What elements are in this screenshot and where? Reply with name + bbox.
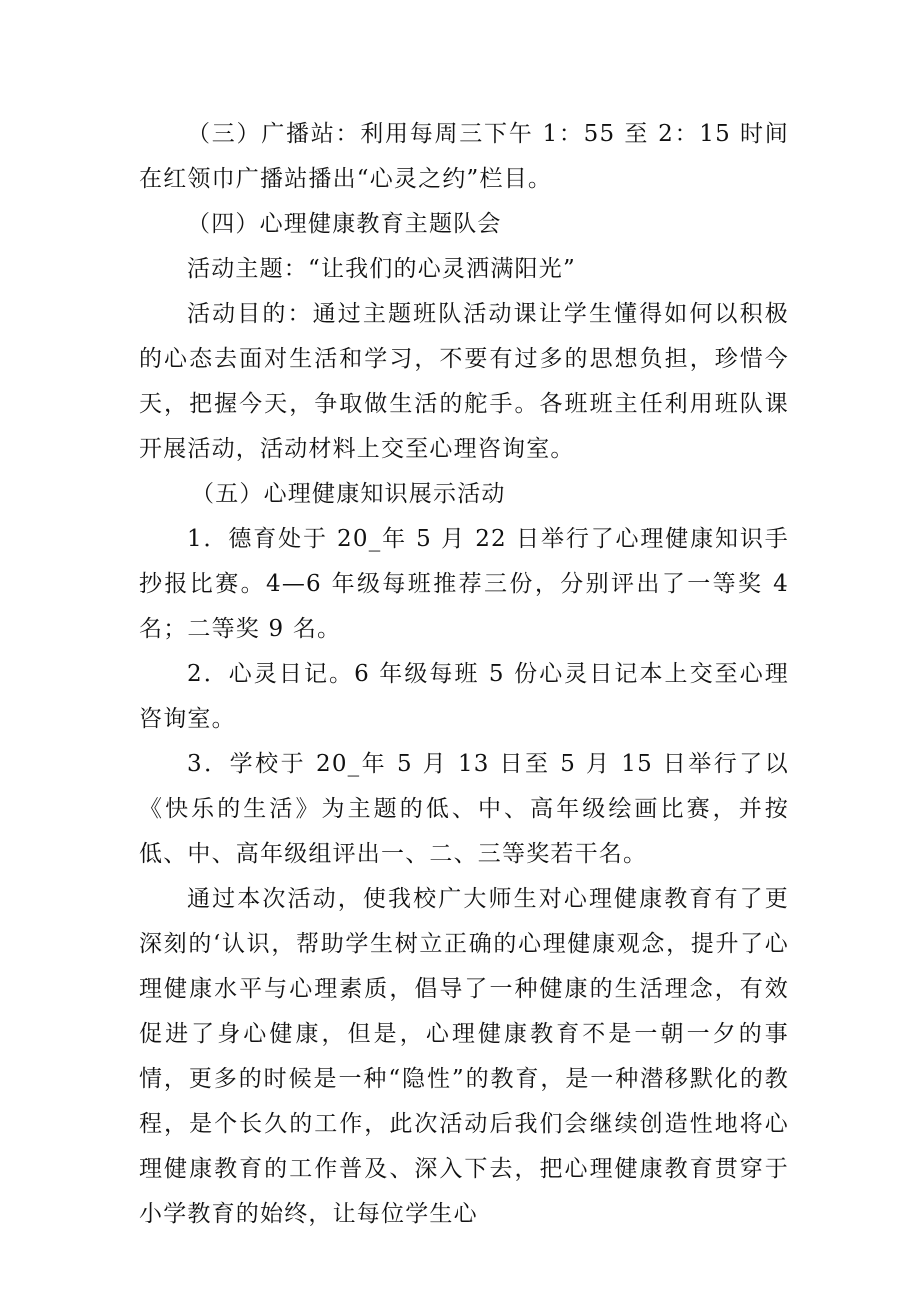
paragraph-summary: 通过本次活动，使我校广大师生对心理健康教育有了更深刻的‘认识，帮助学生树立正确的心理健康观念，提升了心理健康水平与心理素质，倡导了一种健康的生活理念，有效促进了身心健康，但是，心理健康教育不是一朝一夕的事情，更多的时候是一种“隐性”的教育，是一种潜移默化的教程，是个长久的工作，此次活动后我们会继续创造性地将心理健康教育的工作普及、深入下去，把心理健康教育贯穿于小学教育的始终，让每位学生心 bbox=[139, 886, 789, 1227]
paragraph-broadcast-station: （三）广播站：利用每周三下午 1：55 至 2：15 时间在红领巾广播站播出“心灵之约”栏目。 bbox=[139, 121, 789, 192]
list-item-drawing-contest: 3．学校于 20_年 5 月 13 日至 5 月 15 日举行了以《快乐的生活》为主题的低、中、高年级绘画比赛，并按低、中、高年级组评出一、二、三等奖若干名。 bbox=[139, 751, 789, 867]
list-item-mind-diary: 2．心灵日记。6 年级每班 5 份心灵日记本上交至心理咨询室。 bbox=[139, 661, 789, 732]
list-item-poster-contest: 1．德育处于 20_年 5 月 22 日举行了心理健康知识手抄报比赛。4—6 年级每班推荐三份，分别评出了一等奖 4 名；二等奖 9 名。 bbox=[139, 526, 789, 642]
paragraph-activity-purpose: 活动目的：通过主题班队活动课让学生懂得如何以积极的心态去面对生活和学习，不要有过多的思想负担，珍惜今天，把握今天，争取做生活的舵手。各班班主任利用班队课开展活动，活动材料上交至心理咨询室。 bbox=[139, 301, 789, 462]
paragraph-activity-theme: 活动主题：“让我们的心灵洒满阳光” bbox=[187, 256, 576, 282]
heading-theme-class-meeting: （四）心理健康教育主题队会 bbox=[187, 211, 502, 237]
document-body bbox=[139, 112, 789, 1237]
heading-knowledge-exhibition: （五）心理健康知识展示活动 bbox=[191, 481, 506, 507]
